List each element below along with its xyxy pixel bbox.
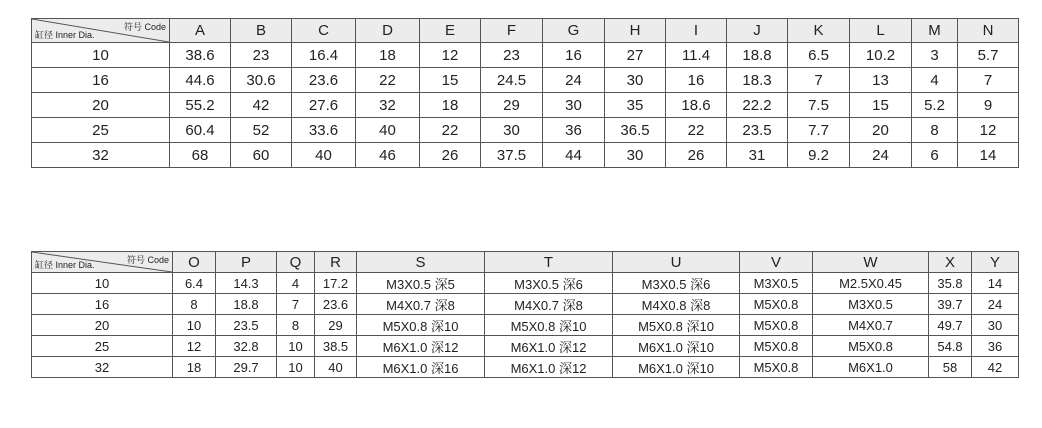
value-cell: 18 bbox=[173, 357, 216, 378]
value-cell: M3X0.5 深6 bbox=[613, 273, 740, 294]
value-cell: 24 bbox=[543, 68, 605, 93]
value-cell: 5.7 bbox=[958, 43, 1019, 68]
inner-dia-label: 缸径 Inner Dia. bbox=[35, 260, 95, 270]
value-cell: 10 bbox=[277, 336, 315, 357]
value-cell: 11.4 bbox=[666, 43, 727, 68]
value-cell: 22.2 bbox=[727, 93, 788, 118]
value-cell: 3 bbox=[912, 43, 958, 68]
value-cell: 7.5 bbox=[788, 93, 850, 118]
value-cell: 14.3 bbox=[216, 273, 277, 294]
value-cell: 23.5 bbox=[216, 315, 277, 336]
value-cell: 10 bbox=[173, 315, 216, 336]
column-header-m: M bbox=[912, 19, 958, 43]
column-header-a: A bbox=[170, 19, 231, 43]
value-cell: 42 bbox=[972, 357, 1019, 378]
column-header-y: Y bbox=[972, 252, 1019, 273]
value-cell: 6 bbox=[912, 143, 958, 168]
value-cell: 27 bbox=[605, 43, 666, 68]
value-cell: M4X0.7 深8 bbox=[357, 294, 485, 315]
column-header-t: T bbox=[485, 252, 613, 273]
value-cell: 8 bbox=[173, 294, 216, 315]
value-cell: 35.8 bbox=[929, 273, 972, 294]
value-cell: 46 bbox=[356, 143, 420, 168]
bore-cell: 25 bbox=[32, 118, 170, 143]
value-cell: 30.6 bbox=[231, 68, 292, 93]
column-header-n: N bbox=[958, 19, 1019, 43]
value-cell: 60 bbox=[231, 143, 292, 168]
value-cell: 9.2 bbox=[788, 143, 850, 168]
bore-cell: 32 bbox=[32, 143, 170, 168]
column-header-k: K bbox=[788, 19, 850, 43]
value-cell: 30 bbox=[605, 143, 666, 168]
bore-cell: 10 bbox=[32, 43, 170, 68]
column-header-v: V bbox=[740, 252, 813, 273]
column-header-i: I bbox=[666, 19, 727, 43]
value-cell: 7.7 bbox=[788, 118, 850, 143]
value-cell: 37.5 bbox=[481, 143, 543, 168]
value-cell: M6X1.0 深10 bbox=[613, 336, 740, 357]
column-header-s: S bbox=[357, 252, 485, 273]
value-cell: 30 bbox=[605, 68, 666, 93]
value-cell: M6X1.0 深12 bbox=[485, 357, 613, 378]
value-cell: M5X0.8 bbox=[740, 357, 813, 378]
value-cell: 26 bbox=[420, 143, 481, 168]
inner-dia-label: 缸径 Inner Dia. bbox=[35, 30, 95, 40]
header-row bbox=[32, 252, 1019, 273]
value-cell: 18.6 bbox=[666, 93, 727, 118]
value-cell: 7 bbox=[958, 68, 1019, 93]
value-cell: 27.6 bbox=[292, 93, 356, 118]
dimension-table-2 bbox=[31, 251, 1019, 378]
column-header-x: X bbox=[929, 252, 972, 273]
column-header-g: G bbox=[543, 19, 605, 43]
value-cell: M5X0.8 bbox=[740, 336, 813, 357]
table-row bbox=[32, 93, 1019, 118]
value-cell: 5.2 bbox=[912, 93, 958, 118]
bore-cell: 20 bbox=[32, 93, 170, 118]
value-cell: 38.5 bbox=[315, 336, 357, 357]
value-cell: 20 bbox=[850, 118, 912, 143]
value-cell: 39.7 bbox=[929, 294, 972, 315]
value-cell: M5X0.8 深10 bbox=[485, 315, 613, 336]
value-cell: 22 bbox=[420, 118, 481, 143]
value-cell: 40 bbox=[356, 118, 420, 143]
table-row bbox=[32, 315, 1019, 336]
value-cell: 26 bbox=[666, 143, 727, 168]
table-row bbox=[32, 43, 1019, 68]
value-cell: 12 bbox=[958, 118, 1019, 143]
value-cell: 29 bbox=[481, 93, 543, 118]
value-cell: 18.8 bbox=[216, 294, 277, 315]
value-cell: 23.6 bbox=[315, 294, 357, 315]
value-cell: M4X0.7 bbox=[813, 315, 929, 336]
column-header-b: B bbox=[231, 19, 292, 43]
bore-cell: 32 bbox=[32, 357, 173, 378]
value-cell: 10.2 bbox=[850, 43, 912, 68]
value-cell: 23.5 bbox=[727, 118, 788, 143]
value-cell: 12 bbox=[420, 43, 481, 68]
value-cell: 24 bbox=[972, 294, 1019, 315]
value-cell: 36 bbox=[972, 336, 1019, 357]
table-row bbox=[32, 118, 1019, 143]
value-cell: 44.6 bbox=[170, 68, 231, 93]
value-cell: 24 bbox=[850, 143, 912, 168]
bore-cell: 10 bbox=[32, 273, 173, 294]
code-label: 符号 Code bbox=[126, 255, 169, 265]
bore-cell: 16 bbox=[32, 294, 173, 315]
value-cell: 7 bbox=[788, 68, 850, 93]
dimension-table-1 bbox=[31, 18, 1019, 168]
value-cell: 30 bbox=[972, 315, 1019, 336]
value-cell: M6X1.0 深16 bbox=[357, 357, 485, 378]
value-cell: 40 bbox=[292, 143, 356, 168]
value-cell: 58 bbox=[929, 357, 972, 378]
table-row bbox=[32, 143, 1019, 168]
value-cell: 6.4 bbox=[173, 273, 216, 294]
value-cell: 4 bbox=[912, 68, 958, 93]
value-cell: M5X0.8 深10 bbox=[613, 315, 740, 336]
code-label: 符号 Code bbox=[123, 22, 166, 32]
bore-cell: 25 bbox=[32, 336, 173, 357]
value-cell: 30 bbox=[481, 118, 543, 143]
value-cell: 8 bbox=[912, 118, 958, 143]
value-cell: M6X1.0 bbox=[813, 357, 929, 378]
column-header-e: E bbox=[420, 19, 481, 43]
value-cell: 23 bbox=[231, 43, 292, 68]
value-cell: 18.8 bbox=[727, 43, 788, 68]
value-cell: 40 bbox=[315, 357, 357, 378]
value-cell: 15 bbox=[850, 93, 912, 118]
value-cell: M6X1.0 深12 bbox=[357, 336, 485, 357]
value-cell: 14 bbox=[972, 273, 1019, 294]
corner-header bbox=[32, 252, 173, 273]
column-header-h: H bbox=[605, 19, 666, 43]
value-cell: 33.6 bbox=[292, 118, 356, 143]
value-cell: M6X1.0 深10 bbox=[613, 357, 740, 378]
table-row bbox=[32, 294, 1019, 315]
value-cell: 23.6 bbox=[292, 68, 356, 93]
column-header-f: F bbox=[481, 19, 543, 43]
value-cell: 36 bbox=[543, 118, 605, 143]
value-cell: M4X0.8 深8 bbox=[613, 294, 740, 315]
value-cell: 12 bbox=[173, 336, 216, 357]
value-cell: 31 bbox=[727, 143, 788, 168]
value-cell: 29.7 bbox=[216, 357, 277, 378]
column-header-j: J bbox=[727, 19, 788, 43]
value-cell: M5X0.8 bbox=[813, 336, 929, 357]
bore-cell: 16 bbox=[32, 68, 170, 93]
value-cell: 18 bbox=[356, 43, 420, 68]
value-cell: 16 bbox=[666, 68, 727, 93]
value-cell: M5X0.8 bbox=[740, 315, 813, 336]
value-cell: M4X0.7 深8 bbox=[485, 294, 613, 315]
value-cell: 9 bbox=[958, 93, 1019, 118]
value-cell: 68 bbox=[170, 143, 231, 168]
value-cell: 16 bbox=[543, 43, 605, 68]
value-cell: M3X0.5 bbox=[740, 273, 813, 294]
corner-header bbox=[32, 19, 170, 43]
value-cell: 16.4 bbox=[292, 43, 356, 68]
value-cell: 13 bbox=[850, 68, 912, 93]
column-header-d: D bbox=[356, 19, 420, 43]
value-cell: 14 bbox=[958, 143, 1019, 168]
column-header-c: C bbox=[292, 19, 356, 43]
column-header-r: R bbox=[315, 252, 357, 273]
value-cell: 4 bbox=[277, 273, 315, 294]
value-cell: 49.7 bbox=[929, 315, 972, 336]
value-cell: 55.2 bbox=[170, 93, 231, 118]
value-cell: 60.4 bbox=[170, 118, 231, 143]
value-cell: 22 bbox=[666, 118, 727, 143]
value-cell: 52 bbox=[231, 118, 292, 143]
value-cell: 54.8 bbox=[929, 336, 972, 357]
table-row bbox=[32, 273, 1019, 294]
value-cell: 30 bbox=[543, 93, 605, 118]
value-cell: 44 bbox=[543, 143, 605, 168]
header-row bbox=[32, 19, 1019, 43]
value-cell: M3X0.5 bbox=[813, 294, 929, 315]
value-cell: 42 bbox=[231, 93, 292, 118]
value-cell: M3X0.5 深6 bbox=[485, 273, 613, 294]
value-cell: 29 bbox=[315, 315, 357, 336]
table-row bbox=[32, 336, 1019, 357]
value-cell: M3X0.5 深5 bbox=[357, 273, 485, 294]
value-cell: M5X0.8 深10 bbox=[357, 315, 485, 336]
value-cell: M2.5X0.45 bbox=[813, 273, 929, 294]
column-header-q: Q bbox=[277, 252, 315, 273]
column-header-w: W bbox=[813, 252, 929, 273]
value-cell: 23 bbox=[481, 43, 543, 68]
value-cell: 32.8 bbox=[216, 336, 277, 357]
value-cell: 7 bbox=[277, 294, 315, 315]
value-cell: M5X0.8 bbox=[740, 294, 813, 315]
column-header-o: O bbox=[173, 252, 216, 273]
value-cell: 18 bbox=[420, 93, 481, 118]
value-cell: 17.2 bbox=[315, 273, 357, 294]
value-cell: 18.3 bbox=[727, 68, 788, 93]
value-cell: M6X1.0 深12 bbox=[485, 336, 613, 357]
value-cell: 24.5 bbox=[481, 68, 543, 93]
table-row bbox=[32, 357, 1019, 378]
column-header-u: U bbox=[613, 252, 740, 273]
value-cell: 35 bbox=[605, 93, 666, 118]
value-cell: 32 bbox=[356, 93, 420, 118]
value-cell: 10 bbox=[277, 357, 315, 378]
value-cell: 38.6 bbox=[170, 43, 231, 68]
value-cell: 36.5 bbox=[605, 118, 666, 143]
value-cell: 6.5 bbox=[788, 43, 850, 68]
value-cell: 22 bbox=[356, 68, 420, 93]
table-row bbox=[32, 68, 1019, 93]
column-header-p: P bbox=[216, 252, 277, 273]
value-cell: 8 bbox=[277, 315, 315, 336]
bore-cell: 20 bbox=[32, 315, 173, 336]
value-cell: 15 bbox=[420, 68, 481, 93]
column-header-l: L bbox=[850, 19, 912, 43]
